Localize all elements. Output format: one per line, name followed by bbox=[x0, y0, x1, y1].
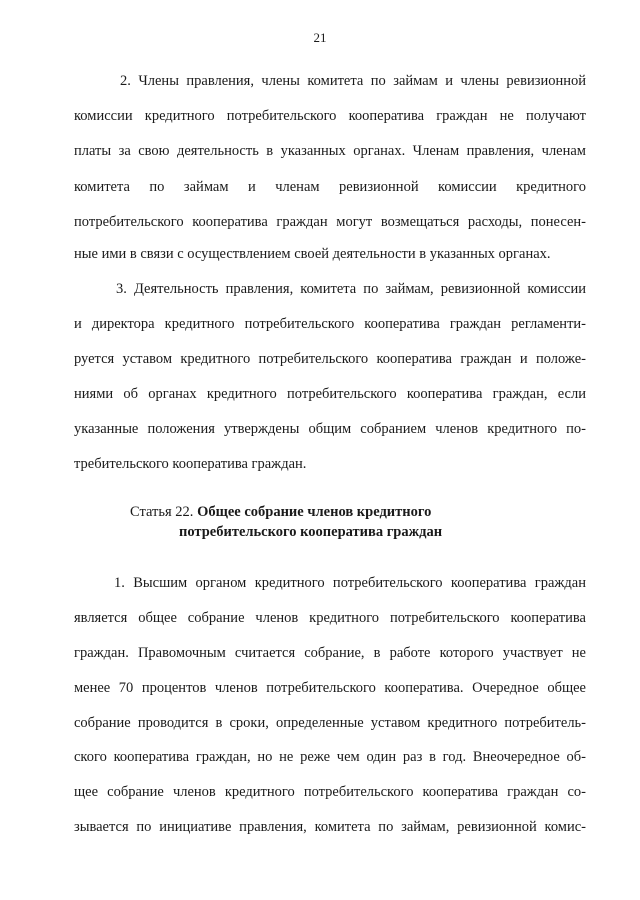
para3-line-4: ниями об органах кредитного потребительского кооператива граждан, если bbox=[74, 386, 586, 402]
article-title-line2: потребительского кооператива граждан bbox=[179, 524, 443, 540]
art-para1-line-3: граждан. Правомочным считается собрание, в работе которого участвует не bbox=[74, 645, 586, 661]
para2-line-6: ные ими в связи с осуществлением своей деятельности в указанных органах. bbox=[74, 246, 551, 262]
para3-line-6: требительского кооператива граждан. bbox=[74, 456, 307, 472]
article-title-line1: Общее собрание членов кредитного bbox=[197, 504, 432, 520]
art-para1-line-2: является общее собрание членов кредитного потребительского кооператива bbox=[74, 610, 586, 626]
article-label: Статья 22. bbox=[130, 504, 194, 520]
para2-line-1: 2. Члены правления, члены комитета по займам и члены ревизионной bbox=[120, 73, 586, 89]
art-para1-line-5: собрание проводится в сроки, определенные уставом кредитного потребитель- bbox=[74, 715, 586, 731]
page-number: 21 bbox=[313, 30, 327, 45]
art-para1-line-1: 1. Высшим органом кредитного потребительского кооператива граждан bbox=[114, 575, 586, 591]
art-para1-line-6: ского кооператива граждан, но не реже чем один раз в год. Внеочередное об- bbox=[74, 749, 586, 765]
para2-line-2: комиссии кредитного потребительского кооператива граждан не получают bbox=[74, 108, 586, 124]
art-para1-line-4: менее 70 процентов членов потребительского кооператива. Очередное общее bbox=[74, 680, 586, 696]
article-heading bbox=[130, 503, 570, 521]
art-para1-line-8: зывается по инициативе правления, комитета по займам, ревизионной комис- bbox=[74, 819, 586, 835]
para2-line-3: платы за свою деятельность в указанных органах. Членам правления, членам bbox=[74, 143, 586, 159]
art-para1-line-7: щее собрание членов кредитного потребительского кооператива граждан со- bbox=[74, 784, 586, 800]
para3-line-2: и директора кредитного потребительского кооператива граждан регламенти- bbox=[74, 316, 586, 332]
para3-line-3: руется уставом кредитного потребительского кооператива граждан и положе- bbox=[74, 351, 586, 367]
para2-line-5: потребительского кооператива граждан могут возмещаться расходы, понесен- bbox=[74, 214, 586, 230]
para3-line-5: указанные положения утверждены общим собранием членов кредитного по- bbox=[74, 421, 586, 437]
para2-line-4: комитета по займам и членам ревизионной комиссии кредитного bbox=[74, 179, 586, 195]
para3-line-1: 3. Деятельность правления, комитета по займам, ревизионной комиссии bbox=[116, 281, 586, 297]
